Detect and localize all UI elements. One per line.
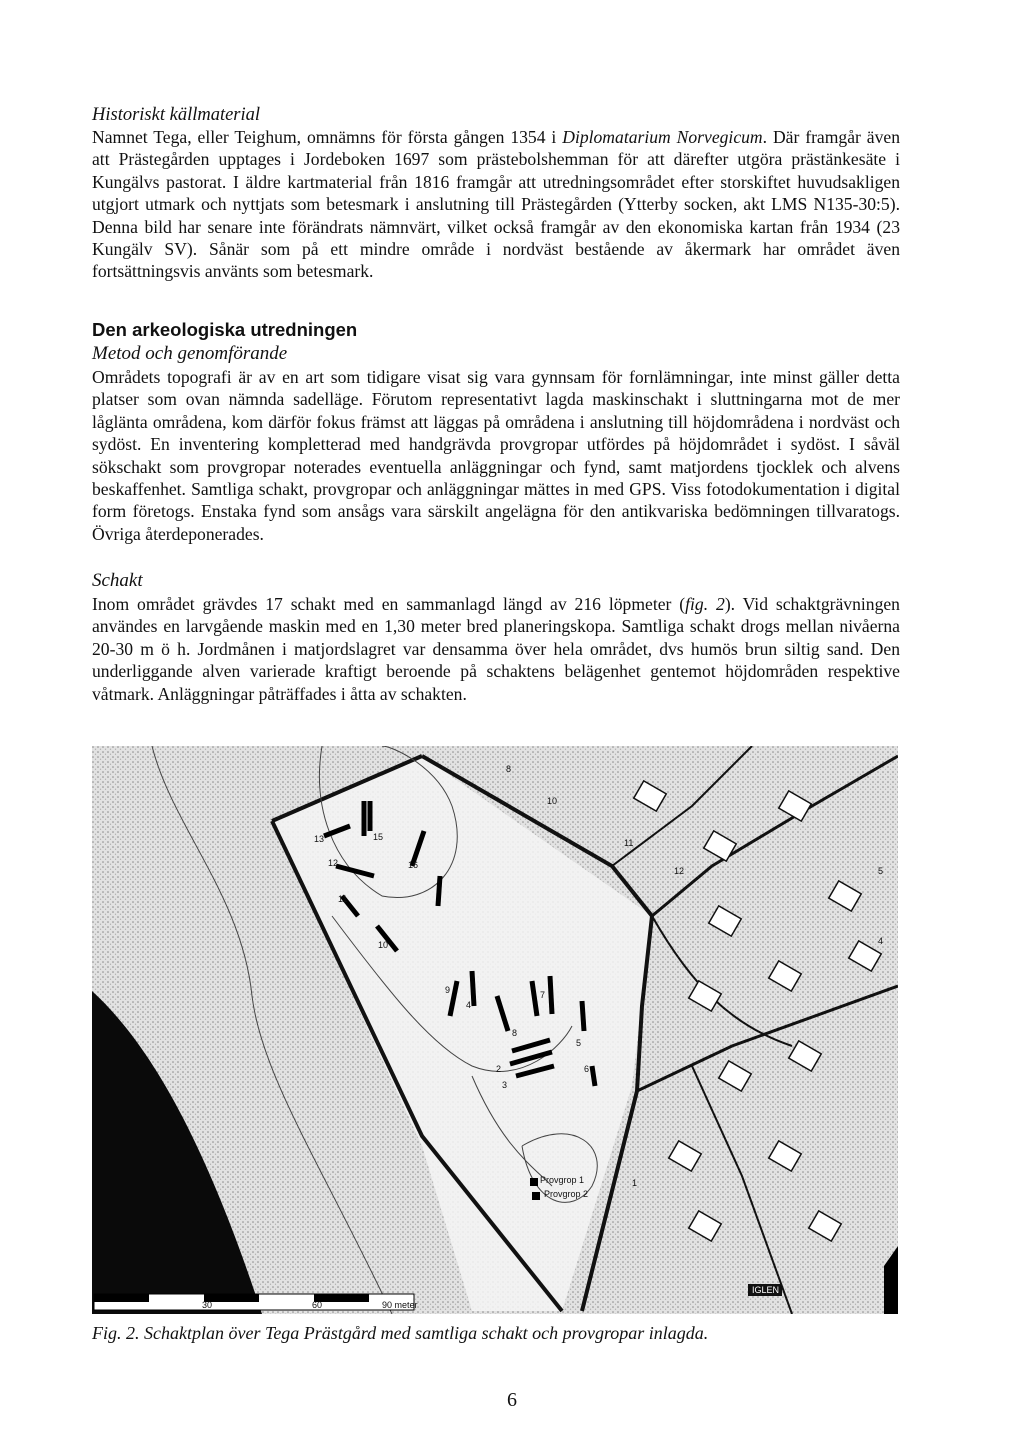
paragraph-historical: [92, 126, 900, 283]
section-archaeological-survey: [92, 318, 900, 545]
trench-number: 4: [466, 1000, 472, 1010]
figure-caption: Fig. 2. Schaktplan över Tega Prästgård med samtliga schakt och provgropar inlagda.: [92, 1323, 709, 1343]
scale-label: 30: [202, 1300, 213, 1310]
scale-label: 60: [312, 1300, 323, 1310]
street-label: IGLEN: [752, 1285, 780, 1295]
heading-schakt: Schakt: [92, 570, 143, 591]
text-run: Inom området grävdes 17 schakt med en sammanlagd längd av 216 löpmeter (: [92, 594, 686, 614]
test-pit-marker: [532, 1192, 540, 1200]
text-run-italic: fig. 2: [685, 594, 725, 614]
trench-number: 1: [632, 1178, 638, 1188]
text-run-italic: Diplomatarium Norvegicum: [562, 127, 763, 147]
trench-number: 10: [378, 940, 389, 950]
subheading-method: Metod och genomförande: [92, 343, 288, 364]
heading-historical: Historiskt källmaterial: [92, 105, 261, 125]
test-pit-marker: [530, 1178, 538, 1186]
trench-number: 13: [314, 834, 325, 844]
trench-number: 8: [512, 1028, 518, 1038]
text-run: ). Vid schaktgrävningen användes en larvgående maskin med en 1,30 meter bred planeringskopa. Samtliga schakt drogs mellan nivåerna 20-30 m ö h. Jordmånen i matjordslagret var densamma över hela området, dvs humös brun siltig sand. Den underliggande alven varierade kraftigt beroende på schaktens belägenhet gentemot höjdområden respektive våtmark. Anläggningar påträffades i åtta av schakten.: [92, 594, 900, 704]
trench-number: 11: [338, 894, 348, 904]
trench-number: 7: [540, 990, 546, 1000]
trench-number: 15: [373, 832, 384, 842]
section-historical-sources: [92, 104, 900, 283]
trench-number: 6: [584, 1064, 590, 1074]
section-trenches: [92, 569, 900, 705]
trench-number: 5: [576, 1038, 582, 1048]
paragraph-method: Områdets topografi är av en art som tidigare visat sig vara gynnsam för fornlämningar, inte minst gäller detta platser som ovan nämnda sadelläge. Förutom representativt lagda maskinschakt i sluttningarna mot de mer låglänta områdena, kom därför fokus främst att läggas på områdena i anslutning till höjdområdena i nordväst och sydöst. En inventering kompletterad med handgrävda provgropar utfördes på höjdområdet i sydöst. I såväl sökschakt som provgropar noterades eventuella anläggningar och fynd, samt matjordens tjocklek och alvens beskaffenhet. Samtliga schakt, provgropar och anläggningar mättes in med GPS. Viss fotodokumentation i digital form företogs. Enstaka fynd som ansågs vara särskilt angelägna för den antikvariska bedömningen tillvaratogs. Övriga återdeponerades.: [92, 367, 900, 544]
trench-number: 9: [445, 985, 451, 995]
plot-number: 4: [878, 936, 884, 946]
test-pit-label: Provgrop 2: [544, 1189, 589, 1199]
trench-number: 3: [502, 1080, 508, 1090]
trench-number: 16: [408, 860, 419, 870]
trench-plan-map: [92, 746, 898, 1314]
trench-number: 12: [328, 858, 339, 868]
scale-bar: [94, 1294, 418, 1310]
text-run: Namnet Tega, eller Teighum, omnämns för första gången 1354 i: [92, 127, 563, 147]
plot-number: 5: [878, 866, 884, 876]
plot-number: 8: [506, 764, 512, 774]
plot-number: 10: [547, 796, 558, 806]
scale-label: 90 meter: [382, 1300, 418, 1310]
test-pit-label: Provgrop 1: [540, 1175, 585, 1185]
paragraph-schakt: [92, 593, 900, 705]
page-number: 6: [507, 1389, 517, 1411]
plot-number: 12: [674, 866, 685, 876]
text-run: . Där framgår även att Prästegården upptages i Jordeboken 1697 som prästebolshemman för att därefter utgöra prästänkesäte i Kungälvs pastorat. I äldre kartmaterial från 1816 framgår att utredningsområdet efter storskiftet huvudsakligen utgjort utmark och nyttjats som betesmark i anslutning till Prästegården (Ytterby socken, akt LMS N135-30:5). Denna bild har senare inte förändrats nämnvärt, vilket också framgår av den ekonomiska kartan från 1934 (23 Kungälv SV). Sånär som på ett mindre område i nordväst bestående av åkermark har området även fortsättningsvis använts som betesmark.: [92, 127, 901, 282]
trench-number: 2: [496, 1064, 502, 1074]
heading-archaeological: Den arkeologiska utredningen: [92, 319, 358, 340]
plot-number: 11: [624, 838, 634, 848]
